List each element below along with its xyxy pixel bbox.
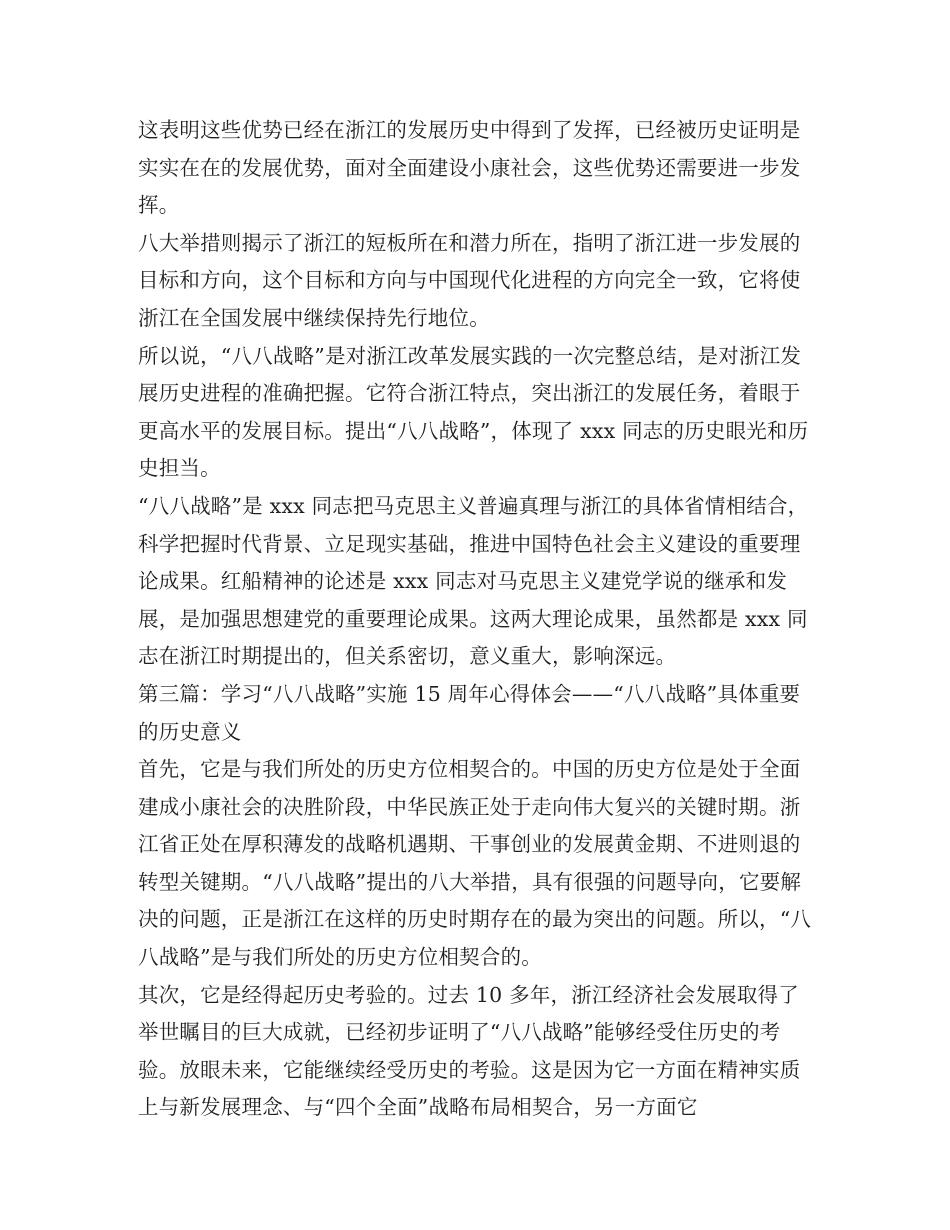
section-heading-third: 第三篇：学习“八八战略”实施 15 周年心得体会——“八八战略”具体重要的历史意义	[138, 681, 801, 744]
paragraph-summary: 所以说，“八八战略”是对浙江改革发展实践的一次完整总结，是对浙江发展历史进程的准确把握。它符合浙江特点，突出浙江的发展任务，着眼于更高水平的发展目标。提出“八八战略”，体现了 xxx 同志的历史眼光和历史担当。	[138, 343, 809, 481]
paragraph-theoretical-results: “八八战略”是 xxx 同志把马克思主义普遍真理与浙江的具体省情相结合，科学把握时代背景、立足现实基础，推进中国特色社会主义建设的重要理论成果。红船精神的论述是 xxx 同志对马克思主义建党学说的继承和发展，是加强思想建党的重要理论成果。这两大理论成果，虽然都是 xxx 同志在浙江时期提出的，但关系密切，意义重大，影响深远。	[138, 493, 809, 669]
paragraph-second-point: 其次，它是经得起历史考验的。过去 10 多年，浙江经济社会发展取得了举世瞩目的巨大成就，已经初步证明了“八八战略”能够经受住历史的考验。放眼未来，它能继续经受历史的考验。这是因为它一方面在精神实质上与新发展理念、与“四个全面”战略布局相契合，另一方面它	[138, 982, 801, 1120]
paragraph-advantages-proven: 这表明这些优势已经在浙江的发展历史中得到了发挥，已经被历史证明是实实在在的发展优势，面对全面建设小康社会，这些优势还需要进一步发挥。	[138, 118, 801, 218]
paragraph-eight-measures: 八大举措则揭示了浙江的短板所在和潜力所在，指明了浙江进一步发展的目标和方向，这个目标和方向与中国现代化进程的方向完全一致，它将使浙江在全国发展中继续保持先行地位。	[138, 230, 801, 330]
paragraph-first-point: 首先，它是与我们所处的历史方位相契合的。中国的历史方位是处于全面建成小康社会的决胜阶段，中华民族正处于走向伟大复兴的关键时期。浙江省正处在厚积薄发的战略机遇期、干事创业的发展黄金期、不进则退的转型关键期。“八八战略”提出的八大举措，具有很强的问题导向，它要解决的问题，正是浙江在这样的历史时期存在的最为突出的问题。所以，“八八战略”是与我们所处的历史方位相契合的。	[138, 757, 812, 970]
document-body	[138, 112, 818, 1127]
